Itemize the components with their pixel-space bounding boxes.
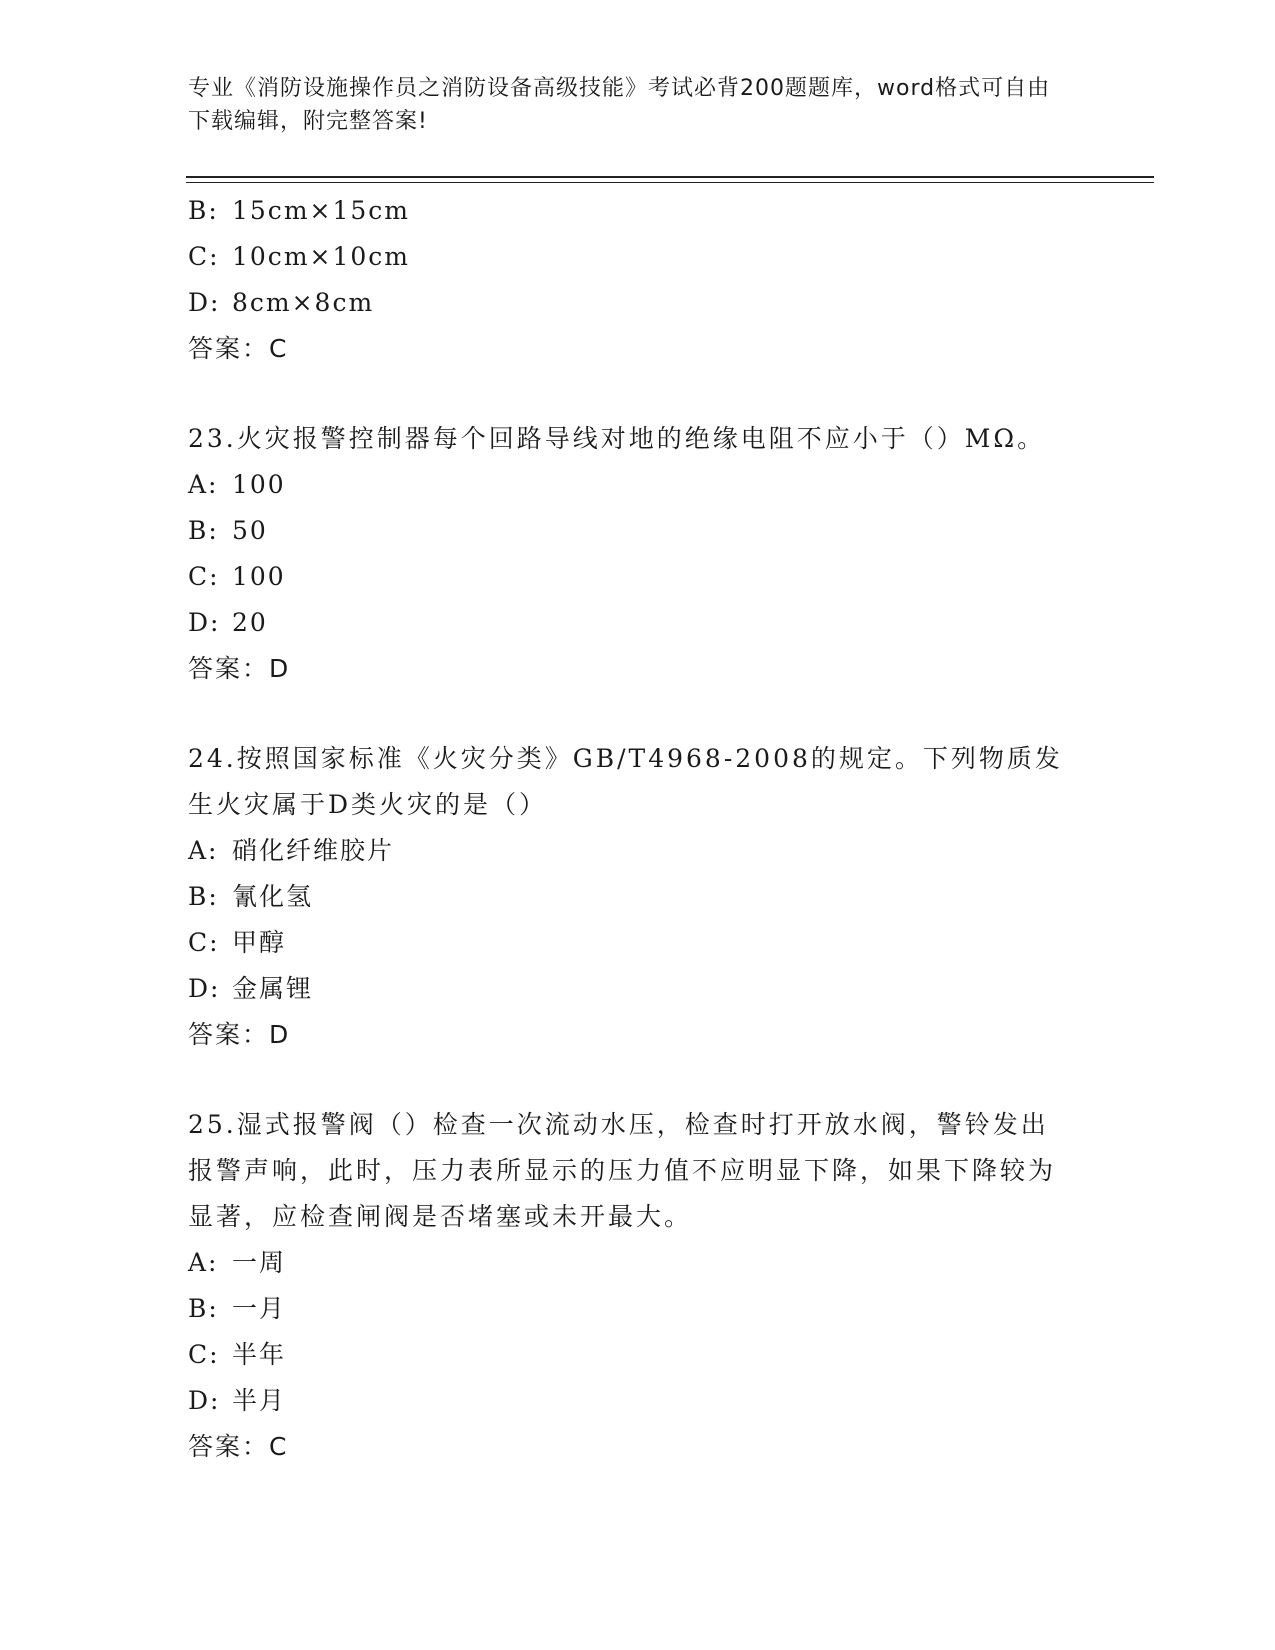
option-text: 甲醇	[232, 928, 287, 957]
question-text: 25.湿式报警阀（）检查一次流动水压，检查时打开放水阀，警铃发出报警声响，此时，压力表所显示的压力值不应明显下降，如果下降较为显著，应检查闸阀是否堵塞或未开最大。	[188, 1110, 1057, 1231]
option-text: 氰化氢	[232, 882, 314, 911]
option-letter: A:	[188, 1248, 219, 1277]
header-rule-thick	[186, 176, 1154, 178]
option-text: 15cm×15cm	[232, 196, 410, 225]
answer-line: 答案：D	[188, 654, 291, 683]
option-a	[188, 1240, 1088, 1286]
option-b	[188, 1286, 1088, 1332]
option-text: 20	[232, 608, 268, 637]
question-block	[188, 188, 1088, 372]
option-text: 半年	[232, 1340, 287, 1369]
option-letter: B:	[188, 196, 219, 225]
option-b	[188, 874, 1088, 920]
option-letter: A:	[188, 470, 219, 499]
question-text: 23.火灾报警控制器每个回路导线对地的绝缘电阻不应小于（）MΩ。	[188, 424, 1046, 453]
answer-line: 答案：C	[188, 1432, 289, 1461]
option-text: 半月	[232, 1386, 287, 1415]
option-b	[188, 508, 1088, 554]
option-a	[188, 828, 1088, 874]
option-letter: B:	[188, 516, 219, 545]
option-letter: B:	[188, 1294, 219, 1323]
option-c	[188, 1332, 1088, 1378]
option-text: 10cm×10cm	[232, 242, 410, 271]
option-letter: A:	[188, 836, 219, 865]
option-letter: D:	[188, 288, 221, 317]
option-d	[188, 600, 1088, 646]
option-d	[188, 966, 1088, 1012]
option-letter: D:	[188, 608, 221, 637]
option-letter: C:	[188, 242, 220, 271]
option-text: 100	[232, 470, 286, 499]
answer-line: 答案：C	[188, 334, 289, 363]
question-block	[188, 736, 1088, 1058]
question-text: 24.按照国家标准《火灾分类》GB/T4968-2008的规定。下列物质发生火灾属于D类火灾的是（）	[188, 744, 1063, 819]
option-letter: C:	[188, 562, 220, 591]
option-d	[188, 1378, 1088, 1424]
option-c	[188, 554, 1088, 600]
option-b	[188, 188, 1088, 234]
option-letter: B:	[188, 882, 219, 911]
header-rule-thin	[186, 182, 1154, 183]
option-text: 一周	[232, 1248, 287, 1277]
question-block	[188, 416, 1088, 692]
option-text: 100	[232, 562, 286, 591]
question-block	[188, 1102, 1088, 1470]
answer-line: 答案：D	[188, 1020, 291, 1049]
option-letter: C:	[188, 928, 220, 957]
option-text: 硝化纤维胶片	[232, 836, 395, 865]
option-a	[188, 462, 1088, 508]
option-letter: C:	[188, 1340, 220, 1369]
option-c	[188, 920, 1088, 966]
option-letter: D:	[188, 1386, 221, 1415]
option-letter: D:	[188, 974, 221, 1003]
option-c	[188, 234, 1088, 280]
option-text: 8cm×8cm	[232, 288, 375, 317]
option-text: 金属锂	[232, 974, 314, 1003]
page-header: 专业《消防设施操作员之消防设备高级技能》考试必背200题题库，word格式可自由下载编辑，附完整答案!	[188, 76, 1051, 134]
option-text: 50	[232, 516, 268, 545]
option-d	[188, 280, 1088, 326]
question-list	[188, 188, 1088, 1470]
option-text: 一月	[232, 1294, 287, 1323]
